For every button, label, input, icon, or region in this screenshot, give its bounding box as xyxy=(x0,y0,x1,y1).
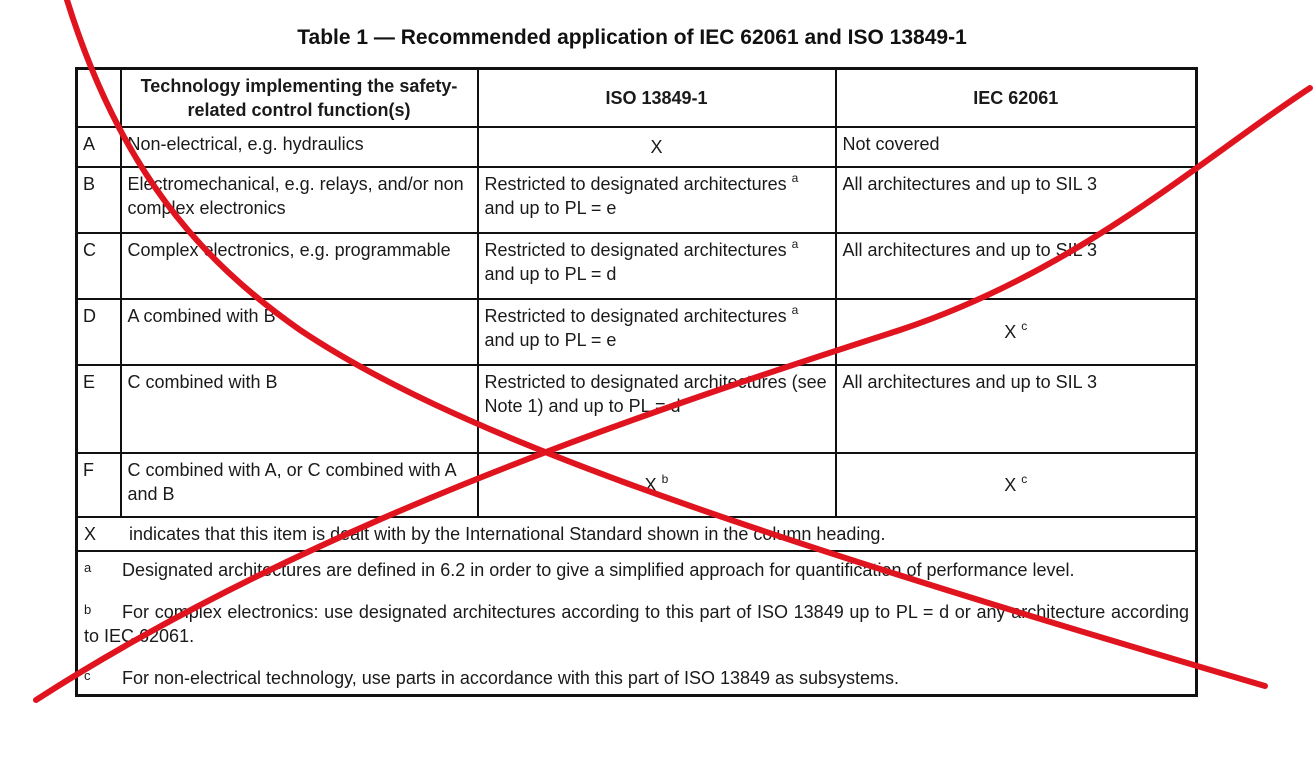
footnote xyxy=(84,598,1189,648)
row-letter: E xyxy=(77,365,121,453)
row-iso xyxy=(478,233,836,299)
standards-table xyxy=(75,67,1198,697)
row-technology: Non-electrical, e.g. hydraulics xyxy=(121,127,478,167)
footnote-text: For complex electronics: use designated architectures according to this part of ISO 13849 up to PL = d or any architecture according to IEC 62061. xyxy=(84,602,1189,646)
row-iso xyxy=(478,453,836,517)
x-note-row xyxy=(77,517,1197,551)
iso-text: X xyxy=(650,137,663,157)
x-note-text: indicates that this item is dealt with by the International Standard shown in the column heading. xyxy=(129,524,886,544)
iso-footnote-ref: a xyxy=(791,237,799,251)
table-row xyxy=(77,365,1197,453)
row-technology: Complex electronics, e.g. programmable xyxy=(121,233,478,299)
row-iec xyxy=(836,299,1197,365)
row-iec xyxy=(836,453,1197,517)
iec-text: All architectures and up to SIL 3 xyxy=(842,240,1097,260)
iso-text: Restricted to designated architectures xyxy=(484,240,792,260)
row-letter: C xyxy=(77,233,121,299)
footnotes xyxy=(77,551,1197,696)
row-iec xyxy=(836,167,1197,233)
row-technology: A combined with B xyxy=(121,299,478,365)
row-iec xyxy=(836,365,1197,453)
footnotes-row xyxy=(77,551,1197,696)
header-iso: ISO 13849-1 xyxy=(478,69,836,128)
table-row xyxy=(77,299,1197,365)
header-letter xyxy=(77,69,121,128)
iso-text: Restricted to designated architectures (see Note 1) and up to PL = d xyxy=(484,372,827,416)
table-row xyxy=(77,453,1197,517)
x-note-mark: X xyxy=(84,524,97,544)
row-iso xyxy=(478,127,836,167)
iso-text-tail: and up to PL = d xyxy=(484,264,617,284)
iso-text-tail: and up to PL = e xyxy=(484,330,617,350)
table-row xyxy=(77,167,1197,233)
row-technology: C combined with A, or C combined with A and B xyxy=(121,453,478,517)
iec-text: Not covered xyxy=(842,134,940,154)
iec-footnote-ref: c xyxy=(1021,472,1028,486)
iec-text: X xyxy=(1004,475,1022,495)
iso-text: Restricted to designated architectures xyxy=(484,306,792,326)
row-letter: F xyxy=(77,453,121,517)
row-iec xyxy=(836,233,1197,299)
row-letter: B xyxy=(77,167,121,233)
row-letter: A xyxy=(77,127,121,167)
row-technology: C combined with B xyxy=(121,365,478,453)
table-row xyxy=(77,233,1197,299)
table-caption: Table 1 — Recommended application of IEC 62061 and ISO 13849-1 xyxy=(297,26,967,49)
footnote-text: For non-electrical technology, use parts in accordance with this part of ISO 13849 as subsystems. xyxy=(122,668,900,688)
row-iso xyxy=(478,365,836,453)
iec-text: X xyxy=(1004,322,1022,342)
row-iso xyxy=(478,167,836,233)
iso-text: X xyxy=(644,475,662,495)
iso-text: Restricted to designated architectures xyxy=(484,174,792,194)
iso-footnote-ref: b xyxy=(661,472,669,486)
table-row xyxy=(77,127,1197,167)
footnote-text: Designated architectures are defined in 6.2 in order to give a simplified approach for quantification of performance level. xyxy=(122,560,1075,580)
footnote-mark: c xyxy=(84,668,91,683)
header-iec: IEC 62061 xyxy=(836,69,1197,128)
footnote xyxy=(84,556,1189,582)
footnote xyxy=(84,664,1189,690)
footnote-mark: a xyxy=(84,560,92,575)
row-iso xyxy=(478,299,836,365)
header-technology: Technology implementing the safety-related control function(s) xyxy=(121,69,478,128)
row-technology: Electromechanical, e.g. relays, and/or non complex electronics xyxy=(121,167,478,233)
iec-text: All architectures and up to SIL 3 xyxy=(842,372,1097,392)
iso-footnote-ref: a xyxy=(791,303,799,317)
x-note xyxy=(77,517,1197,551)
iso-text-tail: and up to PL = e xyxy=(484,198,617,218)
iso-footnote-ref: a xyxy=(791,171,799,185)
row-letter: D xyxy=(77,299,121,365)
iec-text: All architectures and up to SIL 3 xyxy=(842,174,1097,194)
header-row xyxy=(77,69,1197,128)
row-iec xyxy=(836,127,1197,167)
iec-footnote-ref: c xyxy=(1021,319,1028,333)
footnote-mark: b xyxy=(84,602,92,617)
